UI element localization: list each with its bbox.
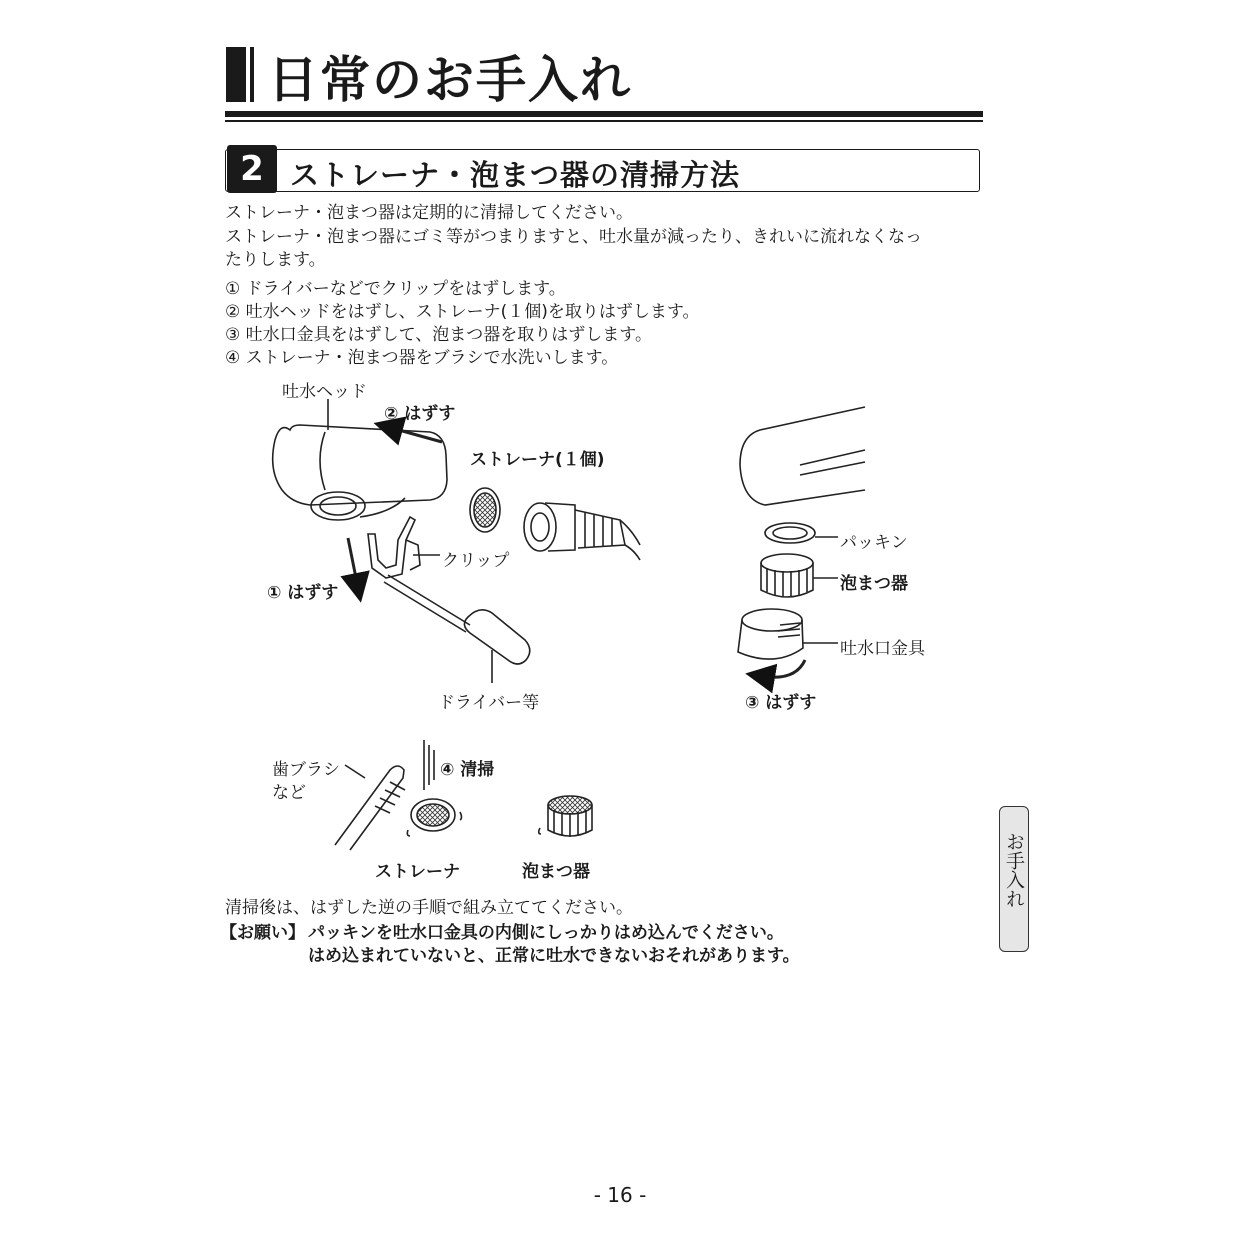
screwdriver-drawing [384,575,530,683]
label-aerator-bottom: 泡まつ器 [522,862,590,882]
aerator-wash-drawing [539,796,592,837]
clip-drawing [368,517,420,578]
strainer-drawing [470,488,500,532]
strainer-wash-drawing [407,799,461,836]
step-4: ④ ストレーナ・泡まつ器をブラシで水洗いします。 [225,348,619,368]
arrow-step1 [348,538,358,588]
label-step3-remove: ③ はずす [745,693,817,713]
intro-line-3: たりします。 [225,250,326,270]
spout-drawing [740,407,865,505]
label-shower-head: 吐水ヘッド [282,382,367,402]
request-tag: 【お願い】 [220,923,305,943]
label-etc: など [272,783,306,803]
request-line-1: パッキンを吐水口金具の内側にしっかりはめ込んでください。 [308,923,784,943]
aerator-drawing [761,554,838,597]
side-index-tab-label: お手入れ [1003,832,1025,908]
arrow-step2 [388,427,442,442]
after-cleaning-note: 清掃後は、はずした逆の手順で組み立ててください。 [225,898,633,918]
label-screwdriver: ドライバー等 [438,693,540,713]
page-number: - 16 - [593,1183,647,1207]
packing-drawing [765,523,838,543]
label-step1-remove: ① はずす [267,583,339,603]
label-toothbrush: 歯ブラシ [272,760,340,780]
section-title: ストレーナ・泡まつ器の清掃方法 [290,158,741,192]
step-3: ③ 吐水口金具をはずして、泡まつ器を取りはずします。 [225,325,652,345]
label-strainer-bottom: ストレーナ [375,862,460,882]
intro-line-2: ストレーナ・泡まつ器にゴミ等がつまりますと、吐水量が減ったり、きれいに流れなくなっ [225,227,922,247]
shower-head-drawing [273,425,447,520]
step-2: ② 吐水ヘッドをはずし、ストレーナ(１個)を取りはずします。 [225,302,700,322]
intro-line-1: ストレーナ・泡まつ器は定期的に清掃してください。 [225,203,633,223]
hose-drawing [524,503,640,560]
label-strainer-count: ストレーナ(１個) [470,450,605,470]
label-step2-remove: ② はずす [384,404,456,424]
water-stream [424,740,434,790]
arrow-step3 [760,660,805,677]
spout-fitting-drawing [738,609,838,659]
label-spout-fitting: 吐水口金具 [840,639,925,659]
request-line-2: はめ込まれていないと、正常に吐水できないおそれがあります。 [308,946,800,966]
label-clip: クリップ [442,551,510,571]
section-number: 2 [227,145,277,193]
label-step4-clean: ④ 清掃 [440,760,495,780]
toothbrush-drawing [335,765,405,850]
page-title: 日常のお手入れ [268,51,632,109]
step-1: ① ドライバーなどでクリップをはずします。 [225,279,566,299]
label-aerator: 泡まつ器 [840,574,908,594]
label-packing: パッキン [840,533,908,553]
